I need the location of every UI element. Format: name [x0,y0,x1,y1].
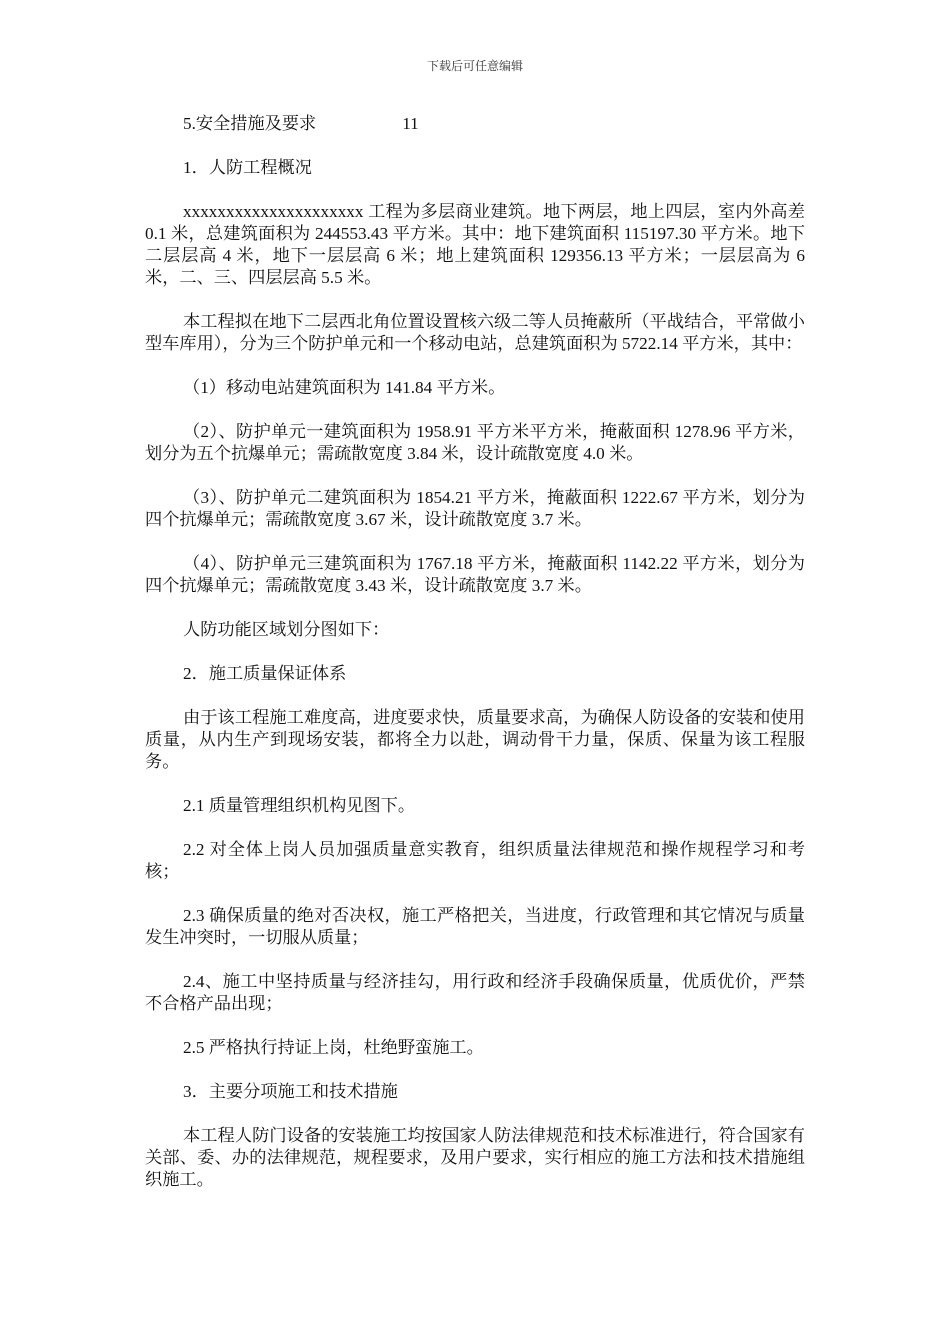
document-body [145,113,805,1191]
section-2-paragraph-1: 由于该工程施工难度高，进度要求快，质量要求高，为确保人防设备的安装和使用质量，从内生产到现场安装，都将全力以赴，调动骨干力量，保质、保量为该工程服务。 [145,708,805,771]
page-header: 下载后可任意编辑 [426,59,523,73]
section-1-item-3: （3）、防护单元二建筑面积为 1854.21 平方米，掩蔽面积 1222.67 平方米，划分为四个抗爆单元；需疏散宽度 3.67 米，设计疏散宽度 3.7 米。 [145,488,805,529]
section-1-item-4: （4）、防护单元三建筑面积为 1767.18 平方米，掩蔽面积 1142.22 平方米，划分为四个抗爆单元；需疏散宽度 3.43 米，设计疏散宽度 3.7 米。 [145,554,805,595]
section-1-paragraph-2: 本工程拟在地下二层西北角位置设置核六级二等人员掩蔽所（平战结合，平常做小型车库用），分为三个防护单元和一个移动电站，总建筑面积为 5722.14 平方米，其中： [145,312,805,353]
toc-page-number: 11 [402,114,419,133]
section-1-item-2: （2）、防护单元一建筑面积为 1958.91 平方米平方米，掩蔽面积 1278.96 平方米，划分为五个抗爆单元；需疏散宽度 3.84 米，设计疏散宽度 4.0 米。 [145,422,805,463]
toc-label: 5.安全措施及要求 [183,114,317,133]
section-2-item-3: 2.3 确保质量的绝对否决权，施工严格把关，当进度，行政管理和其它情况与质量发生冲突时，一切服从质量； [145,906,805,947]
section-2-item-2: 2.2 对全体上岗人员加强质量意实教育，组织质量法律规范和操作规程学习和考核； [145,840,805,881]
section-2-item-1: 2.1 质量管理组织机构见图下。 [183,796,416,815]
section-3-title: 3．主要分项施工和技术措施 [183,1082,398,1101]
section-2-item-4: 2.4、施工中坚持质量与经济挂勾，用行政和经济手段确保质量，优质优价，严禁不合格产品出现； [145,972,805,1013]
section-1-item-1: （1）移动电站建筑面积为 141.84 平方米。 [183,378,506,397]
section-1-title: 1．人防工程概况 [183,158,312,177]
section-2-title: 2．施工质量保证体系 [183,664,347,683]
toc-entry [145,113,805,135]
section-1-paragraph-1: xxxxxxxxxxxxxxxxxxxxx 工程为多层商业建筑。地下两层，地上四层，室内外高差 0.1 米，总建筑面积为 244553.43 平方米。其中：地下建筑面积 115197.30 平方米。地下二层层高 4 米，地下一层层高 6 米；地上建筑面积 129356.13 平方米；一层层高为 6 米，二、三、四层层高 5.5 米。 [145,202,805,287]
section-1-figure-caption: 人防功能区域划分图如下： [183,620,390,639]
section-3-paragraph-1: 本工程人防门设备的安装施工均按国家人防法律规范和技术标准进行，符合国家有关部、委、办的法律规范，规程要求，及用户要求，实行相应的施工方法和技术措施组织施工。 [145,1126,805,1189]
section-2-item-5: 2.5 严格执行持证上岗，杜绝野蛮施工。 [183,1038,484,1057]
